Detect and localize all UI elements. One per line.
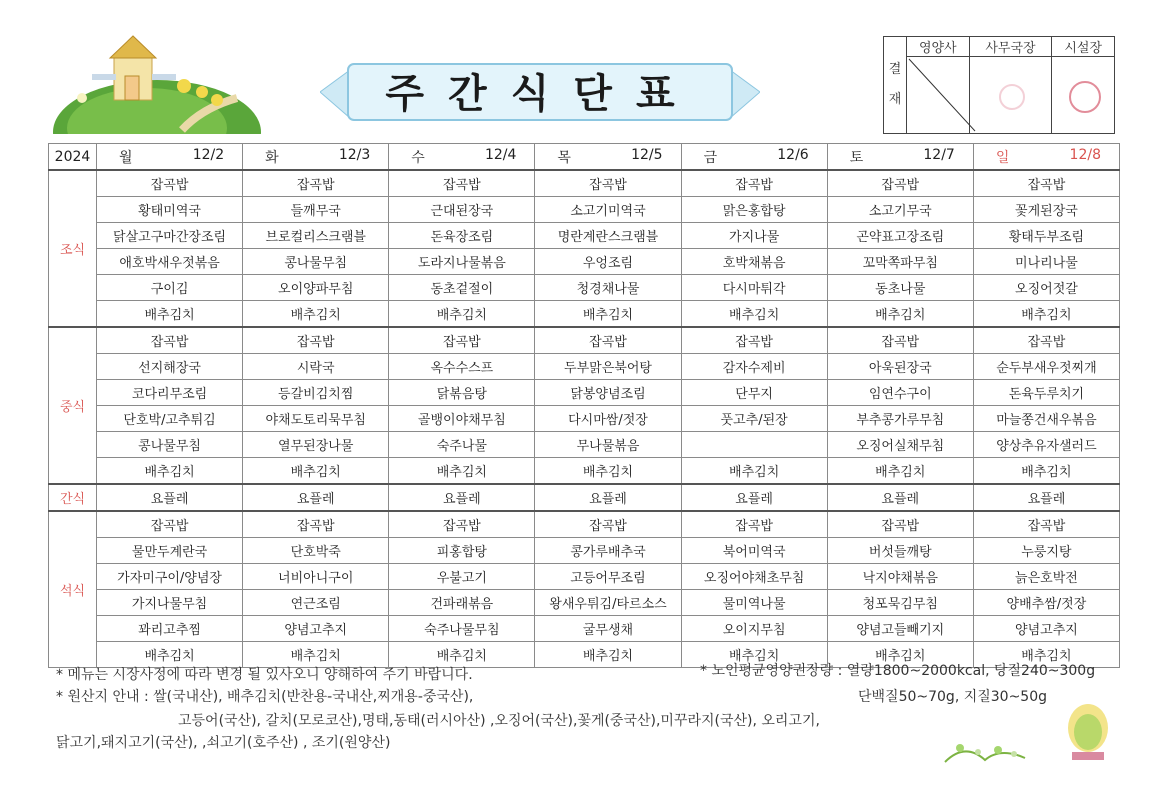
menu-row: [49, 406, 1120, 432]
menu-item: 브로컬리스크램블: [243, 223, 389, 249]
menu-item: 동초겉절이: [389, 275, 535, 301]
menu-item: 오징어실채무침: [827, 432, 973, 458]
menu-item: 배추김치: [681, 642, 827, 668]
menu-item: 배추김치: [535, 642, 681, 668]
menu-item: 배추김치: [827, 458, 973, 485]
meal-label-snack: 간식: [49, 484, 97, 511]
menu-item: 청포묵김무침: [827, 590, 973, 616]
menu-row: [49, 590, 1120, 616]
stamp-icon: [999, 84, 1025, 110]
meal-label-dinner: 석식: [49, 511, 97, 668]
menu-item: 꽈리고추찜: [97, 616, 243, 642]
menu-item: 맑은홍합탕: [681, 197, 827, 223]
menu-item: 배추김치: [973, 458, 1119, 485]
menu-item: 요플레: [389, 484, 535, 511]
menu-body: [49, 170, 1120, 668]
menu-row: [49, 223, 1120, 249]
nutrition-line-1: * 노인평균영양권장량 : 열량1800~2000kcal, 당질240~300g: [700, 663, 1096, 679]
menu-item: 근대된장국: [389, 197, 535, 223]
menu-item: 호박채볶음: [681, 249, 827, 275]
menu-item: 선지해장국: [97, 354, 243, 380]
stamp-icon: [1069, 81, 1101, 113]
date-header-row: [49, 144, 1120, 171]
menu-row: [49, 458, 1120, 485]
menu-item: 잡곡밥: [973, 170, 1119, 197]
menu-item: 잡곡밥: [97, 327, 243, 354]
menu-item: 들깨무국: [243, 197, 389, 223]
menu-item: 잡곡밥: [681, 170, 827, 197]
menu-item: 누룽지탕: [973, 538, 1119, 564]
menu-row: [49, 170, 1120, 197]
menu-item: 북어미역국: [681, 538, 827, 564]
origin-line-2: 고등어(국산), 갈치(모로코산),명태,동태(러시아산) ,오징어(국산),꽃게(중국산),미꾸라지(국산), 오리고기,: [178, 713, 820, 729]
day-header-sun: 일 12/8: [973, 144, 1119, 171]
menu-item: 닭볶음탕: [389, 380, 535, 406]
menu-item: 콩나물무침: [243, 249, 389, 275]
menu-item: 가지나물무침: [97, 590, 243, 616]
menu-item: 단무지: [681, 380, 827, 406]
menu-row: [49, 538, 1120, 564]
menu-item: 미나리나물: [973, 249, 1119, 275]
menu-item: 버섯들깨탕: [827, 538, 973, 564]
menu-item: 배추김치: [535, 458, 681, 485]
approval-slot-manager: [969, 57, 1052, 134]
menu-item: 배추김치: [243, 301, 389, 328]
approval-slot-nutritionist: [907, 57, 970, 134]
menu-item: 배추김치: [827, 642, 973, 668]
menu-item: 잡곡밥: [389, 511, 535, 538]
menu-row: [49, 616, 1120, 642]
origin-line-1: * 원산지 안내 : 쌀(국내산), 배추김치(반찬용-국내산,찌개용-중국산),: [56, 689, 474, 705]
menu-item: 곤약표고장조림: [827, 223, 973, 249]
menu-row: [49, 564, 1120, 590]
menu-item: 다시마쌈/젓장: [535, 406, 681, 432]
approval-side-label: 결재: [884, 37, 907, 134]
menu-item: 요플레: [243, 484, 389, 511]
menu-row: [49, 484, 1120, 511]
menu-item: 동초나물: [827, 275, 973, 301]
menu-row: [49, 511, 1120, 538]
menu-row: [49, 380, 1120, 406]
menu-item: 황태미역국: [97, 197, 243, 223]
menu-item: 야채도토리묵무침: [243, 406, 389, 432]
menu-row: [49, 432, 1120, 458]
menu-item: 배추김치: [97, 642, 243, 668]
menu-item: 잡곡밥: [535, 170, 681, 197]
menu-item: 잡곡밥: [681, 511, 827, 538]
menu-item: 돈육두루치기: [973, 380, 1119, 406]
menu-item: 요플레: [681, 484, 827, 511]
menu-item: 오이양파무침: [243, 275, 389, 301]
menu-item: 소고기미역국: [535, 197, 681, 223]
menu-item: 양상추유자샐러드: [973, 432, 1119, 458]
menu-item: 물미역나물: [681, 590, 827, 616]
menu-item: 양념고들빼기지: [827, 616, 973, 642]
menu-item: 가지나물: [681, 223, 827, 249]
meal-label-lunch: 중식: [49, 327, 97, 484]
menu-item: 연근조림: [243, 590, 389, 616]
menu-item: 잡곡밥: [973, 511, 1119, 538]
approval-box: [883, 36, 1115, 134]
menu-item: 단호박죽: [243, 538, 389, 564]
menu-row: [49, 354, 1120, 380]
menu-item: 잡곡밥: [535, 511, 681, 538]
menu-item: 배추김치: [97, 301, 243, 328]
menu-item: 아욱된장국: [827, 354, 973, 380]
menu-item: 무나물볶음: [535, 432, 681, 458]
menu-item: 피홍합탕: [389, 538, 535, 564]
menu-item: 잡곡밥: [243, 170, 389, 197]
origin-line-3: 닭고기,돼지고기(국산), ,쇠고기(호주산) , 조기(원양산): [56, 735, 391, 751]
diagonal-line: [907, 57, 977, 133]
menu-item: 잡곡밥: [243, 511, 389, 538]
meal-label-breakfast: 조식: [49, 170, 97, 327]
menu-item: 부추콩가루무침: [827, 406, 973, 432]
day-header-wed: 수 12/4: [389, 144, 535, 171]
menu-item: 양배추쌈/젓장: [973, 590, 1119, 616]
menu-item: 코다리무조림: [97, 380, 243, 406]
approval-role-nutritionist: 영양사: [907, 37, 970, 57]
menu-item: 늙은호박전: [973, 564, 1119, 590]
day-header-thu: 목 12/5: [535, 144, 681, 171]
menu-item: 옥수수스프: [389, 354, 535, 380]
year-label: 2024: [49, 144, 97, 171]
menu-item: 배추김치: [389, 458, 535, 485]
menu-item: 요플레: [973, 484, 1119, 511]
menu-item: 닭봉양념조림: [535, 380, 681, 406]
menu-item: 열무된장나물: [243, 432, 389, 458]
menu-item: 배추김치: [681, 301, 827, 328]
menu-item: 도라지나물볶음: [389, 249, 535, 275]
menu-item: 낙지야채볶음: [827, 564, 973, 590]
menu-item: 소고기무국: [827, 197, 973, 223]
menu-item: 잡곡밥: [827, 511, 973, 538]
menu-item: 꽃게된장국: [973, 197, 1119, 223]
menu-item: 오징어젓갈: [973, 275, 1119, 301]
menu-item: 돈육장조림: [389, 223, 535, 249]
menu-item: 등갈비김치찜: [243, 380, 389, 406]
menu-item: 굴무생채: [535, 616, 681, 642]
menu-item: 양념고추지: [243, 616, 389, 642]
menu-item: 오이지무침: [681, 616, 827, 642]
menu-item: 왕새우튀김/타르소스: [535, 590, 681, 616]
menu-item: 임연수구이: [827, 380, 973, 406]
approval-role-director: 시설장: [1052, 37, 1115, 57]
weekly-menu-table: [48, 143, 1120, 668]
menu-item: 잡곡밥: [243, 327, 389, 354]
menu-item: 콩가루배추국: [535, 538, 681, 564]
page-title: 주간식단표: [385, 70, 699, 117]
day-header-mon: 월 12/2: [97, 144, 243, 171]
tree-decoration: [1062, 702, 1114, 764]
menu-item: 잡곡밥: [389, 327, 535, 354]
menu-item: 시락국: [243, 354, 389, 380]
approval-role-manager: 사무국장: [969, 37, 1052, 57]
menu-item: 순두부새우젓찌개: [973, 354, 1119, 380]
menu-item: 잡곡밥: [97, 170, 243, 197]
menu-item: 고등어무조림: [535, 564, 681, 590]
menu-item: 요플레: [97, 484, 243, 511]
menu-item: 요플레: [535, 484, 681, 511]
flowers-decoration: [940, 722, 1030, 766]
menu-item: 두부맑은북어탕: [535, 354, 681, 380]
menu-item: 꼬막쪽파무침: [827, 249, 973, 275]
menu-item: 닭살고구마간장조림: [97, 223, 243, 249]
menu-item: 배추김치: [243, 458, 389, 485]
change-notice: * 메뉴는 시장사정에 따라 변경 될 있사오니 양해하여 주기 바랍니다.: [56, 667, 473, 683]
menu-item: 잡곡밥: [97, 511, 243, 538]
menu-item: 마늘쫑건새우볶음: [973, 406, 1119, 432]
day-header-fri: 금 12/6: [681, 144, 827, 171]
menu-item: 요플레: [827, 484, 973, 511]
menu-item: 배추김치: [389, 301, 535, 328]
menu-item: 우불고기: [389, 564, 535, 590]
day-header-sat: 토 12/7: [827, 144, 973, 171]
church-hill-illustration: [52, 28, 262, 134]
menu-item: 구이김: [97, 275, 243, 301]
menu-item: 숙주나물: [389, 432, 535, 458]
menu-item: 명란계란스크램블: [535, 223, 681, 249]
menu-item: 잡곡밥: [389, 170, 535, 197]
menu-item: 골뱅이야채무침: [389, 406, 535, 432]
menu-item: 감자수제비: [681, 354, 827, 380]
menu-item: [681, 432, 827, 458]
menu-item: 배추김치: [389, 642, 535, 668]
menu-item: 콩나물무침: [97, 432, 243, 458]
menu-item: 배추김치: [535, 301, 681, 328]
menu-item: 풋고추/된장: [681, 406, 827, 432]
menu-row: [49, 275, 1120, 301]
menu-row: [49, 249, 1120, 275]
menu-item: 우엉조림: [535, 249, 681, 275]
menu-item: 양념고추지: [973, 616, 1119, 642]
approval-slot-director: [1052, 57, 1115, 134]
menu-item: 황태두부조림: [973, 223, 1119, 249]
menu-row: [49, 327, 1120, 354]
menu-item: 가자미구이/양념장: [97, 564, 243, 590]
menu-item: 숙주나물무침: [389, 616, 535, 642]
menu-item: 다시마튀각: [681, 275, 827, 301]
menu-item: 잡곡밥: [827, 327, 973, 354]
menu-item: 물만두계란국: [97, 538, 243, 564]
menu-item: 단호박/고추튀김: [97, 406, 243, 432]
menu-item: 배추김치: [827, 301, 973, 328]
nutrition-line-2: 단백질50~70g, 지질30~50g: [858, 689, 1048, 705]
menu-item: 오징어야채초무침: [681, 564, 827, 590]
day-header-tue: 화 12/3: [243, 144, 389, 171]
menu-item: 배추김치: [243, 642, 389, 668]
menu-item: 배추김치: [681, 458, 827, 485]
menu-item: 배추김치: [973, 301, 1119, 328]
menu-row: [49, 197, 1120, 223]
menu-item: 잡곡밥: [973, 327, 1119, 354]
menu-row: [49, 301, 1120, 328]
menu-item: 잡곡밥: [535, 327, 681, 354]
menu-item: 너비아니구이: [243, 564, 389, 590]
menu-item: 잡곡밥: [827, 170, 973, 197]
menu-item: 애호박새우젓볶음: [97, 249, 243, 275]
menu-item: 잡곡밥: [681, 327, 827, 354]
menu-item: 청경채나물: [535, 275, 681, 301]
menu-item: 배추김치: [973, 642, 1119, 668]
menu-item: 배추김치: [97, 458, 243, 485]
menu-item: 건파래볶음: [389, 590, 535, 616]
